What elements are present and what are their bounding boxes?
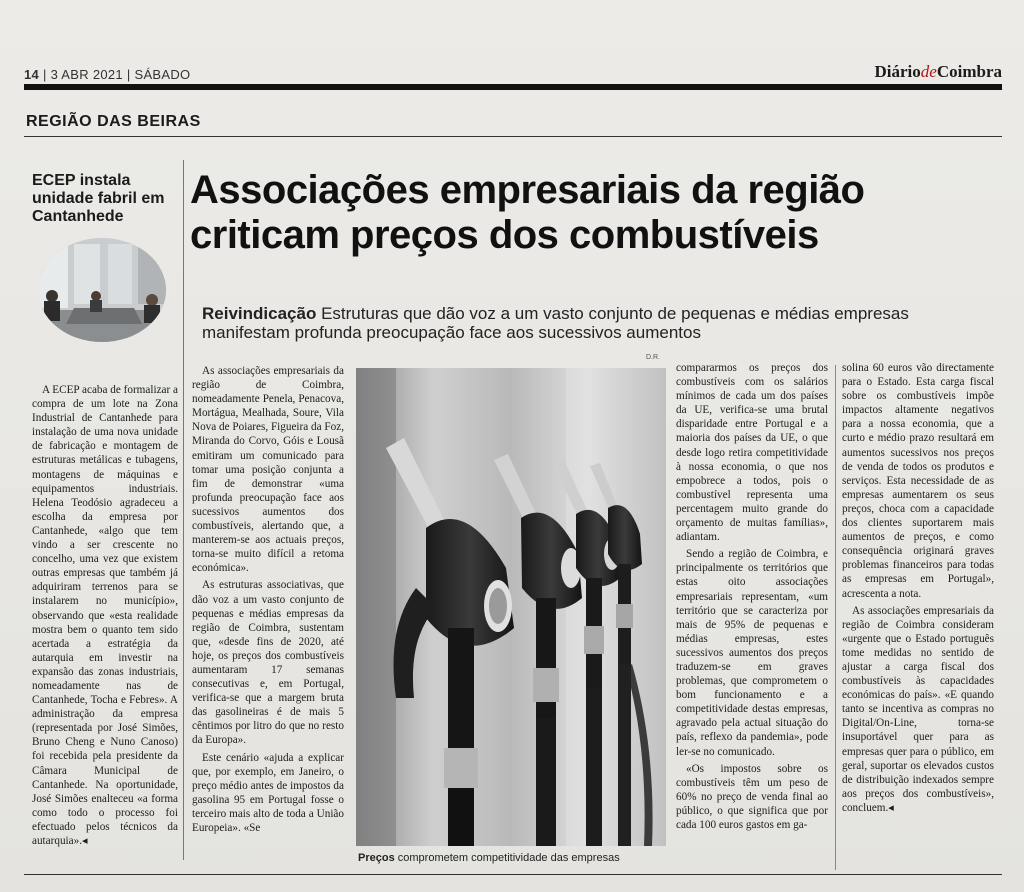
logo-word-coimbra: Coimbra bbox=[936, 62, 1002, 81]
article-paragraph: solina 60 euros vão directamente para o Estado. Esta carga fiscal sobre os combustíveis impõe impactos altamente negativos para a nossa economia, que a curto e médio prazo resultará em aumentos sucessivos nos preços de venda de todos os produtos e serviços. Esta necessidade de as empresas aumentarem os seus preços, choca com a capacidade dos clientes suportarem mais aumentos de preços, e como consequência originará graves problemas financeiros para todas as empresas em Portugal», acrescenta a nota. bbox=[842, 362, 994, 600]
lede-text: Estruturas que dão voz a um vasto conjunto de pequenas e médias empresas manifestam profunda preocupação face aos sucessivos aumentos bbox=[202, 304, 909, 342]
page-info: 14 | 3 ABR 2021 | SÁBADO bbox=[24, 67, 191, 82]
fuel-nozzles-illustration bbox=[356, 368, 666, 846]
column-divider bbox=[835, 365, 836, 870]
article-column-3 bbox=[842, 361, 994, 869]
photo-credit: D.R. bbox=[646, 354, 660, 361]
article-paragraph: Sendo a região de Coimbra, e principalmente os territórios que estas oito associações empresariais representam, «um território que se caracteriza por mais de 95% de pequenas e médias empresas, estes sucessivos aumentos dos preços traduzem-se em graves problemas, que comprometem o bom funcionamento e a competitividade destas empresas, agravado pela actual situação do país, reflexo da pandemia», pode ler-se no comunicado. bbox=[676, 548, 828, 758]
issue-date: 3 ABR 2021 bbox=[50, 67, 123, 82]
fuel-nozzles-photo bbox=[356, 368, 666, 846]
caption-label: Preços bbox=[358, 852, 395, 864]
article-paragraph: As associações empresariais da região de Coimbra consideram «urgente que o Estado português tome medidas no sentido de ajustar a carga fiscal dos combustíveis às capacidades económicas do país». «E quando tanto se incentiva as compras no Digital/On-Line, torna-se insuportável quer para as empresas quer para o público, em geral, suportar os elevados custos de distribuição indexados sempre aos preços dos combustíveis», concluem.◂ bbox=[842, 604, 994, 814]
weekday: SÁBADO bbox=[134, 67, 191, 82]
article-paragraph: As estruturas associativas, que dão voz a um vasto conjunto de pequenas e médias empresas da região de Coimbra, sustentam que, «desde fins de 2020, até hoje, os preços dos combustíveis aumentaram 17 semanas consecutivas e, em Portugal, verifica-se que a margem bruta das gasolineiras é de mais 5 cêntimos por litro do que no resto da Europa». bbox=[192, 579, 344, 747]
article-headline: Associações empresariais da região criticam preços dos combustíveis bbox=[190, 168, 865, 257]
section-rule bbox=[24, 136, 1002, 137]
photo-caption bbox=[358, 852, 668, 864]
article-paragraph: compararmos os preços dos combustíveis com os salários mínimos de cada um dos países da UE, verifica-se uma brutal disparidade entre Portugal e a maioria dos países da UE, o que desde logo retira competitividade à nossa economia, o que nos empobrece a todos, pois o combustível representa uma percentagem muito grande do orçamento de muitas famílias», adiantam. bbox=[676, 362, 828, 544]
page-bottom-rule bbox=[24, 874, 1002, 875]
caption-text: comprometem competitividade das empresas bbox=[397, 852, 620, 864]
article-lede bbox=[202, 304, 982, 342]
article-paragraph: «Os impostos sobre os combustíveis têm um peso de 60% no preço de venda final ao público, o que significa que por cada 100 euros gastos em ga- bbox=[676, 762, 828, 831]
page-number: 14 bbox=[24, 67, 40, 82]
sidebar-body bbox=[32, 383, 178, 873]
column-divider bbox=[183, 160, 184, 860]
logo-word-diario: Diário bbox=[874, 62, 921, 81]
logo-word-de: de bbox=[920, 62, 937, 81]
sidebar-headline: ECEP instala unidade fabril em Cantanhede bbox=[32, 172, 165, 225]
lede-label: Reivindicação bbox=[202, 304, 317, 323]
masthead-rule bbox=[24, 84, 1002, 90]
article-paragraph: As associações empresariais da região de Coimbra, nomeadamente Penela, Penacova, Mortágua, Mealhada, Soure, Vila Nova de Poiares, Figueira da Foz, Miranda do Corvo, Góis e Lousã emitiram um comunicado para tomar uma posição conjunta a fim de demonstrar «uma profunda preocupação face aos sucessivos aumentos dos combustíveis, alertando que, a manterem-se aos actuais preços, torna-se muito difícil a retoma económica». bbox=[192, 365, 344, 575]
masthead bbox=[24, 52, 1002, 82]
article-column-2 bbox=[676, 361, 828, 869]
article-paragraph: Este cenário «ajuda a explicar que, por exemplo, em Janeiro, o preço médio antes de impostos da gasolina 95 em Portugal fosse o terceiro mais alto de toda a União Europeia». «Se bbox=[192, 751, 344, 834]
section-title: REGIÃO DAS BEIRAS bbox=[26, 113, 201, 130]
sidebar-paragraph: A ECEP acaba de formalizar a compra de um lote na Zona Industrial de Cantanhede para instalação de uma nova unidade de fabricação e montagem de estruturas metálicas e tubagens, montagens de máquinas e equipamentos industriais. Helena Teodósio agradeceu a escolha da empresa por Cantanhede, «algo que tem vindo a ser crescente no concelho, uma vez que existem outras empresas que também já adquiriram terrenos para se instalarem no município», observando que «esta realidade mostra bem o quanto tem sido acertada a estratégia da autarquia em investir na expansão das zonas industriais, nomeadamente nas de Cantanhede, Tocha e Febres». A administração da empresa (representada por José Simões, Bruno Cheng e Nuno Canoso) foi recebida pela presidente da Câmara Municipal de Cantanhede. Na oportunidade, José Simões enalteceu «a forma como todo o processo foi efectuado pelos técnicos da autarquia».◂ bbox=[32, 384, 178, 847]
article-column-1 bbox=[192, 364, 344, 869]
meeting-photo bbox=[38, 238, 166, 342]
meeting-photo-illustration bbox=[38, 238, 166, 342]
newspaper-logo bbox=[875, 62, 1003, 82]
